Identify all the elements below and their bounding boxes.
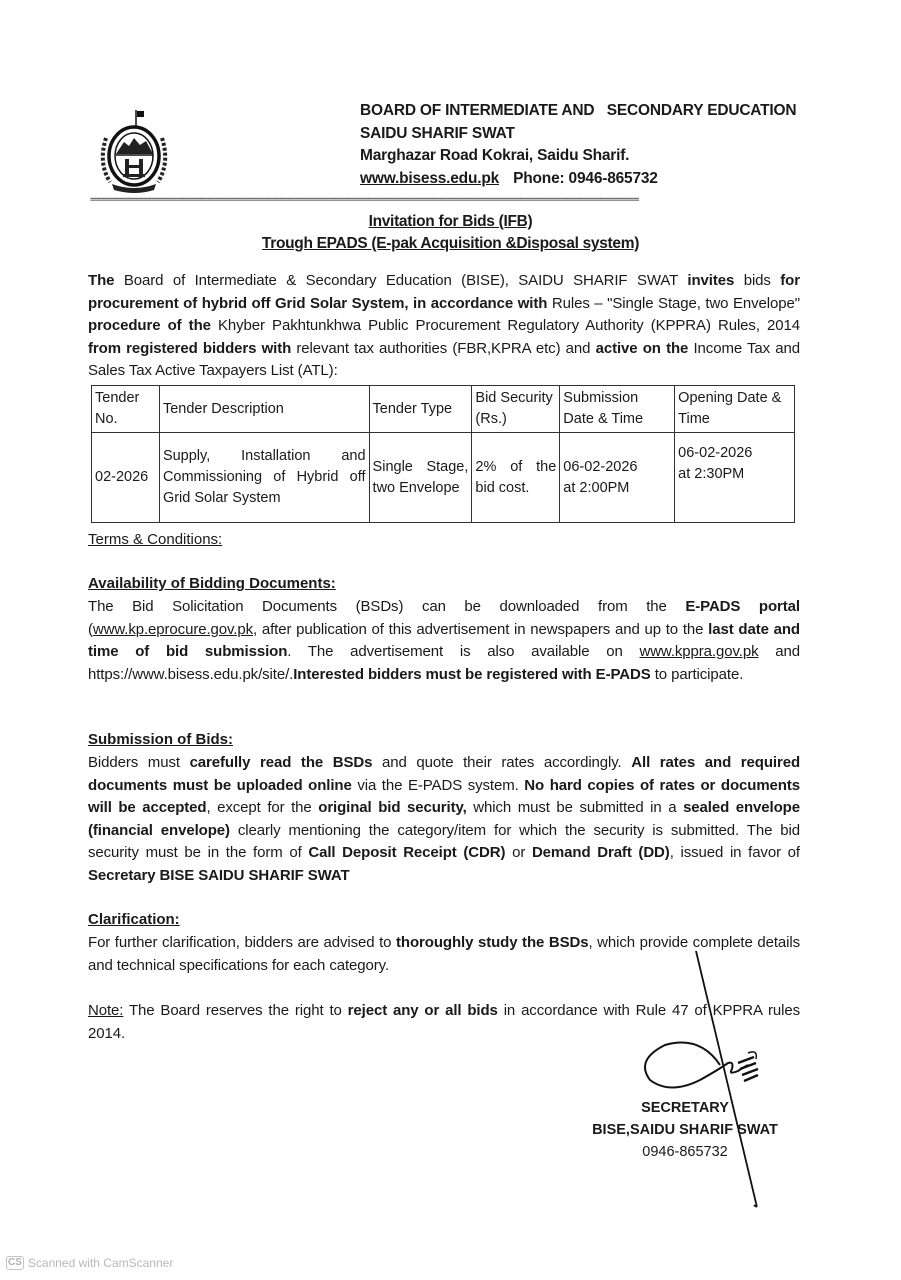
terms-heading: Terms & Conditions: [88, 531, 223, 548]
eprocure-link[interactable]: www.kp.eprocure.gov.pk [92, 620, 254, 638]
table-header-row [92, 386, 795, 433]
cell-tender-description: Supply, Installation and Commissioning of Hybrid off Grid Solar System [159, 433, 369, 523]
signatory-title: SECRETARY [641, 1100, 729, 1116]
org-name: BOARD OF INTERMEDIATE AND SECONDARY EDUCATION [360, 102, 797, 119]
header-bid-security: Bid Security (Rs.) [472, 386, 560, 433]
header-opening-date: Opening Date & Time [675, 386, 795, 433]
signature-block [570, 1097, 800, 1163]
header-tender-type: Tender Type [369, 386, 472, 433]
intro-paragraph: The Board of Intermediate & Secondary Education (BISE), SAIDU SHARIF SWAT invites bids for procurement of hybrid off Grid Solar System, in accordance with Rules – "Single Stage, two Envelope" procedure of the Khyber Pakhtunkhwa Public Procurement Regulatory Authority (KPPRA) Rules, 2014 from registered bidders with relevant tax authorities (FBR,KPRA etc) and active on the Income Tax and Sales Tax Active Taxpayers List (ATL): [88, 272, 800, 379]
cell-opening-date: 06-02-2026 at 2:30PM [675, 433, 795, 523]
cell-tender-no: 02-2026 [92, 433, 160, 523]
org-address: Marghazar Road Kokrai, Saidu Sharif. [360, 147, 630, 164]
submission-paragraph: Bidders must carefully read the BSDs and quote their rates accordingly. All rates and required documents must be uploaded online via the E-PADS system. No hard copies of rates or documents will be accepted, except for the original bid security, which must be submitted in a sealed envelope (financial envelope) clearly mentioning the category/item for which the security is submitted. The bid security must be in the form of Call Deposit Receipt (CDR) or Demand Draft (DD), issued in favor of Secretary BISE SAIDU SHARIF SWAT [88, 754, 801, 884]
clarification-heading: Clarification: [88, 911, 180, 928]
header-submission-date: Submission Date & Time [560, 386, 675, 433]
handwritten-signature-icon [630, 945, 810, 1210]
note-paragraph: Note: The Board reserves the right to reject any or all bids in accordance with Rule 47 of KPPRA rules 2014. [88, 1002, 801, 1042]
cell-submission-date: 06-02-2026 at 2:00PM [560, 433, 675, 523]
note-label: Note: [88, 1002, 124, 1019]
cell-tender-type: Single Stage, two Envelope [369, 433, 472, 523]
header-tender-no: Tender No. [92, 386, 160, 433]
availability-paragraph: The Bid Solicitation Documents (BSDs) can be downloaded from the E-PADS portal (www.kp.eprocure.gov.pk, after publication of this advertisement in newspapers and up to the last date and time of bid submission. The advertisement is also available on www.kppra.gov.pk and https://www.bisess.edu.pk/site/.Interested bidders must be registered with E-PADS to participate. [88, 598, 800, 683]
submission-heading: Submission of Bids: [88, 731, 234, 748]
kppra-link[interactable]: www.kppra.gov.pk [639, 643, 759, 660]
clarification-paragraph: For further clarification, bidders are advised to thoroughly study the BSDs, which provide complete details and technical specifications for each category. [88, 934, 800, 974]
table-row [92, 433, 795, 523]
signatory-phone: 0946-865732 [642, 1144, 728, 1160]
camscanner-logo-icon: CS [8, 1257, 22, 1268]
signatory-organization: BISE,SAIDU SHARIF SWAT [592, 1122, 778, 1138]
org-location: SAIDU SHARIF SWAT [360, 124, 515, 142]
header-divider: ================================================================================================================================== [90, 196, 639, 204]
availability-heading: Availability of Bidding Documents: [88, 575, 336, 592]
tender-table [91, 385, 795, 523]
website-link[interactable]: www.bisess.edu.pk [360, 169, 500, 187]
cell-bid-security: 2% of the bid cost. [472, 433, 560, 523]
letterhead [360, 100, 796, 190]
header-tender-description: Tender Description [159, 386, 369, 433]
org-phone: Phone: 0946-865732 [513, 169, 658, 187]
watermark-text: Scanned with CamScanner [27, 1256, 174, 1270]
board-emblem-icon [96, 108, 170, 194]
document-title: Invitation for Bids (IFB) [368, 213, 533, 230]
document-subtitle: Trough EPADS (E-pak Acquisition &Disposal system) [261, 235, 640, 252]
scanner-watermark [6, 1256, 173, 1270]
